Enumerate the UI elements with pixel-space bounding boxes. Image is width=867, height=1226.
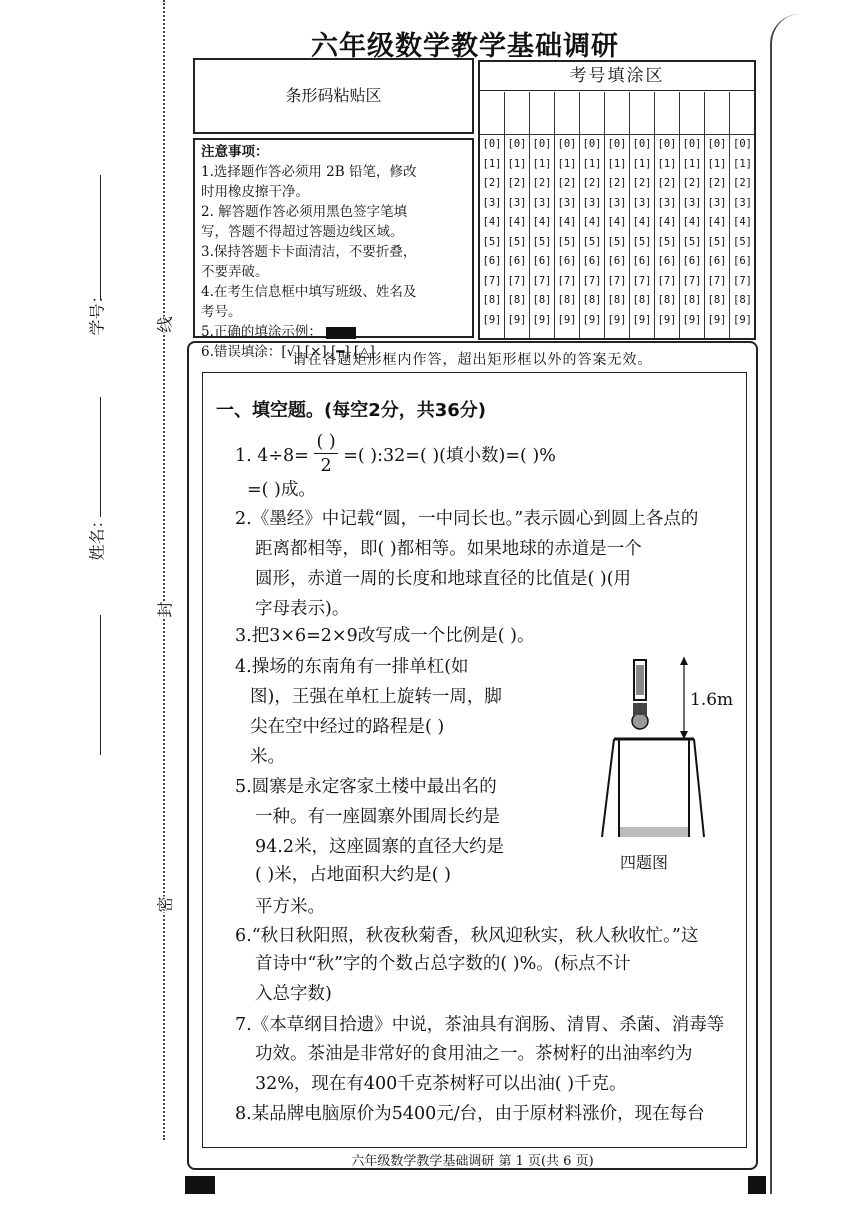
exam-id-bubble[interactable]: [1] bbox=[607, 157, 627, 170]
exam-id-bubble[interactable]: [2] bbox=[557, 177, 577, 189]
exam-id-bubble[interactable]: [0] bbox=[557, 138, 577, 150]
question-5-line: 94.2米，这座圆寨的直径大约是 bbox=[255, 837, 504, 857]
exam-id-write-cell[interactable] bbox=[605, 92, 629, 135]
exam-id-bubble[interactable]: [2] bbox=[733, 177, 752, 189]
exam-id-bubble[interactable]: [1] bbox=[707, 157, 727, 170]
q1-rest: =( ):32=( )(填小数)=( )% bbox=[343, 446, 556, 466]
barcode-area bbox=[193, 58, 474, 134]
exam-id-bubble[interactable]: [5] bbox=[607, 235, 627, 248]
question-3: 3.把3×6=2×9改写成一个比例是( )。 bbox=[235, 626, 535, 646]
exam-id-bubble[interactable]: [2] bbox=[582, 177, 602, 189]
notes-line: 写，答题不得超过答题边线区域。 bbox=[201, 224, 404, 240]
exam-id-bubble[interactable]: [4] bbox=[557, 216, 577, 228]
question-7-line: 功效。茶油是非常好的食用油之一。茶树籽的出油率约为 bbox=[255, 1044, 693, 1064]
section-heading: 一、填空题。(每空2分，共36分) bbox=[216, 400, 487, 421]
exam-id-grid bbox=[478, 60, 756, 340]
notes-box bbox=[193, 138, 474, 360]
exam-id-column bbox=[680, 92, 705, 340]
exam-id-bubble[interactable]: [2] bbox=[657, 177, 677, 189]
exam-id-bubble[interactable]: [3] bbox=[657, 196, 677, 209]
question-4: 4.操场的东南角有一排单杠(如 bbox=[235, 657, 469, 677]
exam-id-bubble[interactable]: [9] bbox=[682, 313, 702, 326]
exam-id-bubble[interactable]: [8] bbox=[733, 294, 752, 306]
exam-id-bubble[interactable]: [8] bbox=[632, 294, 652, 306]
exam-id-bubble[interactable]: [6] bbox=[557, 255, 577, 267]
exam-id-bubble[interactable]: [8] bbox=[607, 294, 627, 306]
question-1 bbox=[235, 433, 556, 480]
question-2-line: 距离都相等，即( )都相等。如果地球的赤道是一个 bbox=[255, 539, 642, 559]
exam-id-bubble[interactable]: [5] bbox=[632, 235, 652, 248]
exam-id-bubble[interactable]: [3] bbox=[582, 196, 602, 209]
exam-id-bubble[interactable]: [5] bbox=[507, 235, 527, 248]
barcode-label: 条形码粘贴区 bbox=[285, 86, 382, 105]
registration-mark-right bbox=[748, 1176, 766, 1194]
exam-id-bubble[interactable]: [3] bbox=[632, 196, 652, 209]
exam-id-bubble[interactable]: [4] bbox=[682, 216, 702, 228]
exam-id-bubble[interactable]: [7] bbox=[607, 274, 627, 287]
exam-id-write-cell[interactable] bbox=[705, 92, 729, 135]
exam-id-bubble[interactable]: [7] bbox=[532, 274, 552, 287]
notes-line: 不要弄破。 bbox=[201, 264, 269, 280]
question-6: 6.“秋日秋阳照，秋夜秋菊香，秋风迎秋实，秋人秋收忙。”这 bbox=[235, 926, 699, 946]
exam-id-write-cell[interactable] bbox=[630, 92, 654, 135]
exam-id-bubble[interactable]: [3] bbox=[733, 196, 752, 209]
exam-id-bubble[interactable]: [4] bbox=[532, 216, 552, 228]
notes-line: 3.保持答题卡卡面清洁，不要折叠， bbox=[201, 244, 417, 260]
exam-id-bubble[interactable]: [2] bbox=[507, 177, 527, 189]
q1-numerator: ( ) bbox=[316, 432, 336, 452]
exam-id-bubble[interactable]: [8] bbox=[707, 294, 727, 306]
side-label-feng: 封 bbox=[153, 601, 176, 617]
q1-denominator: 2 bbox=[320, 456, 332, 476]
exam-id-bubble[interactable]: [2] bbox=[482, 177, 502, 189]
exam-id-bubble[interactable]: [0] bbox=[532, 138, 552, 150]
exam-id-bubble[interactable]: [9] bbox=[657, 313, 677, 326]
exam-id-bubble[interactable]: [1] bbox=[632, 157, 652, 170]
horizontal-bar-figure bbox=[592, 655, 732, 845]
notes-heading: 注意事项： bbox=[201, 144, 269, 160]
question-5-line: ( )米，占地面积大约是( ) bbox=[255, 865, 451, 885]
answer-instruction: 请在各题矩形框内作答，超出矩形框以外的答案无效。 bbox=[292, 352, 653, 368]
exam-id-bubble[interactable]: [7] bbox=[582, 274, 602, 287]
question-7-line: 32%，现在有400千克茶树籽可以出油( )千克。 bbox=[255, 1074, 627, 1094]
xingming-underline bbox=[100, 397, 101, 517]
exam-id-column bbox=[555, 92, 580, 340]
exam-id-bubble[interactable]: [3] bbox=[482, 196, 502, 209]
notes-line: 2. 解答题作答必须用黑色签字笔填 bbox=[201, 204, 408, 220]
exam-id-bubble[interactable]: [4] bbox=[507, 216, 527, 228]
exam-id-bubble[interactable]: [0] bbox=[682, 138, 702, 150]
question-2: 2.《墨经》中记载“圆，一中同长也。”表示圆心到圆上各点的 bbox=[235, 509, 699, 529]
question-5-line: 一种。有一座圆寨外围周长约是 bbox=[255, 807, 500, 827]
question-2-line: 圆形，赤道一周的长度和地球直径的比值是( )(用 bbox=[255, 569, 632, 589]
exam-id-bubble[interactable]: [5] bbox=[682, 235, 702, 248]
question-4-line: 尖在空中经过的路程是( ) bbox=[250, 717, 445, 737]
exam-id-write-cell[interactable] bbox=[680, 92, 704, 135]
exam-id-bubble[interactable]: [5] bbox=[582, 235, 602, 248]
exam-id-bubble[interactable]: [8] bbox=[507, 294, 527, 306]
exam-id-write-cell[interactable] bbox=[730, 92, 755, 135]
q1-fraction bbox=[314, 431, 337, 478]
question-1-cont: =( )成。 bbox=[247, 480, 316, 500]
exam-id-bubble[interactable]: [5] bbox=[532, 235, 552, 248]
extra-underline bbox=[100, 615, 101, 755]
exam-id-write-cell[interactable] bbox=[555, 92, 579, 135]
exam-id-bubble[interactable]: [1] bbox=[657, 157, 677, 170]
notes-line: 时用橡皮擦干净。 bbox=[201, 184, 309, 200]
exam-id-bubble[interactable]: [3] bbox=[557, 196, 577, 209]
exam-id-bubble[interactable]: [8] bbox=[482, 294, 502, 306]
exam-id-bubble[interactable]: [0] bbox=[582, 138, 602, 150]
exam-id-bubble[interactable]: [7] bbox=[632, 274, 652, 287]
exam-id-bubble[interactable]: [6] bbox=[532, 255, 552, 267]
notes-line bbox=[201, 322, 466, 342]
notes-line: 考号。 bbox=[201, 304, 242, 320]
correct-fill-example bbox=[326, 327, 356, 339]
exam-id-bubble[interactable]: [1] bbox=[482, 157, 502, 170]
exam-id-bubble[interactable]: [0] bbox=[733, 138, 752, 150]
exam-id-bubble[interactable]: [3] bbox=[607, 196, 627, 209]
question-7: 7.《本草纲目拾遗》中说，茶油具有润肠、清胃、杀菌、消毒等 bbox=[235, 1015, 725, 1035]
exam-id-bubble[interactable]: [0] bbox=[657, 138, 677, 150]
exam-id-bubble[interactable]: [8] bbox=[557, 294, 577, 306]
exam-id-bubble[interactable]: [6] bbox=[582, 255, 602, 267]
exam-id-bubble[interactable]: [2] bbox=[607, 177, 627, 189]
exam-id-column bbox=[580, 92, 605, 340]
exam-id-bubble[interactable]: [3] bbox=[707, 196, 727, 209]
exam-id-bubble[interactable]: [9] bbox=[557, 313, 577, 326]
exam-id-column bbox=[605, 92, 630, 340]
question-4-line: 图)，王强在单杠上旋转一周，脚 bbox=[250, 687, 502, 707]
page-footer: 六年级数学教学基础调研 第 1 页(共 6 页) bbox=[351, 1154, 594, 1169]
exam-id-bubble[interactable]: [7] bbox=[482, 274, 502, 287]
binding-arc bbox=[770, 14, 802, 1194]
exam-id-bubble[interactable]: [8] bbox=[532, 294, 552, 306]
exam-id-bubble[interactable]: [1] bbox=[507, 157, 527, 170]
question-4-line: 米。 bbox=[250, 747, 285, 767]
exam-id-write-cell[interactable] bbox=[580, 92, 604, 135]
exam-id-bubble[interactable]: [4] bbox=[482, 216, 502, 228]
exam-id-bubble[interactable]: [5] bbox=[482, 235, 502, 248]
exam-id-write-cell[interactable] bbox=[505, 92, 529, 135]
exam-id-bubble[interactable]: [9] bbox=[707, 313, 727, 326]
exam-id-column bbox=[480, 92, 505, 340]
exam-id-bubble[interactable]: [4] bbox=[657, 216, 677, 228]
exam-id-bubble[interactable]: [9] bbox=[607, 313, 627, 326]
exam-id-bubble[interactable]: [7] bbox=[507, 274, 527, 287]
side-label-xuehao: 学号： bbox=[87, 287, 107, 336]
exam-id-bubble[interactable]: [6] bbox=[657, 255, 677, 267]
exam-id-bubble[interactable]: [0] bbox=[707, 138, 727, 150]
exam-id-bubble[interactable]: [7] bbox=[707, 274, 727, 287]
exam-id-bubble[interactable]: [6] bbox=[682, 255, 702, 267]
exam-id-write-cell[interactable] bbox=[655, 92, 679, 135]
exam-id-bubble[interactable]: [3] bbox=[507, 196, 527, 209]
exam-id-bubble[interactable]: [1] bbox=[682, 157, 702, 170]
exam-id-bubble[interactable]: [3] bbox=[682, 196, 702, 209]
exam-id-bubble[interactable]: [9] bbox=[507, 313, 527, 326]
exam-id-bubble[interactable]: [0] bbox=[632, 138, 652, 150]
exam-id-bubble[interactable]: [9] bbox=[632, 313, 652, 326]
binding-dotted-line bbox=[163, 0, 165, 1140]
exam-id-write-cell[interactable] bbox=[480, 92, 504, 135]
exam-id-bubble[interactable]: [8] bbox=[682, 294, 702, 306]
notes-line: 1.选择题作答必须用 2B 铅笔，修改 bbox=[201, 164, 417, 180]
exam-id-column bbox=[730, 92, 755, 340]
exam-id-bubble[interactable]: [6] bbox=[507, 255, 527, 267]
exam-id-bubble[interactable]: [4] bbox=[733, 216, 752, 228]
question-2-line: 字母表示)。 bbox=[255, 599, 350, 619]
exam-id-bubble[interactable]: [4] bbox=[707, 216, 727, 228]
xuehao-underline bbox=[100, 175, 101, 300]
exam-id-column bbox=[705, 92, 730, 340]
exam-id-write-cell[interactable] bbox=[530, 92, 554, 135]
exam-id-bubble[interactable]: [4] bbox=[632, 216, 652, 228]
exam-id-bubble[interactable]: [4] bbox=[607, 216, 627, 228]
exam-id-bubble[interactable]: [7] bbox=[657, 274, 677, 287]
exam-id-bubble[interactable]: [1] bbox=[532, 157, 552, 170]
exam-id-bubble[interactable]: [5] bbox=[657, 235, 677, 248]
exam-id-bubble[interactable]: [5] bbox=[733, 235, 752, 248]
exam-id-bubble[interactable]: [9] bbox=[582, 313, 602, 326]
exam-id-bubble[interactable]: [6] bbox=[482, 255, 502, 267]
exam-id-bubble[interactable]: [2] bbox=[632, 177, 652, 189]
exam-id-bubble[interactable]: [1] bbox=[582, 157, 602, 170]
page-title: 六年级数学教学基础调研 bbox=[311, 31, 619, 62]
exam-id-bubble[interactable]: [6] bbox=[707, 255, 727, 267]
side-label-xian: 线 bbox=[153, 316, 176, 332]
exam-id-bubble[interactable]: [2] bbox=[707, 177, 727, 189]
exam-id-bubble[interactable]: [1] bbox=[557, 157, 577, 170]
exam-id-bubble[interactable]: [7] bbox=[557, 274, 577, 287]
exam-id-bubble[interactable]: [9] bbox=[532, 313, 552, 326]
exam-id-bubble[interactable]: [0] bbox=[507, 138, 527, 150]
exam-id-column bbox=[655, 92, 680, 340]
exam-id-bubble[interactable]: [2] bbox=[682, 177, 702, 189]
notes-line: 4.在考生信息框中填写班级、姓名及 bbox=[201, 284, 417, 300]
exam-id-bubble[interactable]: [0] bbox=[607, 138, 627, 150]
exam-id-bubble[interactable]: [1] bbox=[733, 157, 752, 170]
exam-id-title: 考号填涂区 bbox=[480, 62, 754, 91]
exam-id-bubble[interactable]: [7] bbox=[682, 274, 702, 287]
exam-id-bubble[interactable]: [5] bbox=[557, 235, 577, 248]
exam-id-bubble[interactable]: [2] bbox=[532, 177, 552, 189]
exam-id-bubble[interactable]: [9] bbox=[733, 313, 752, 326]
figure-height-label: 1.6m bbox=[690, 690, 734, 710]
notes-line: 6.错误填涂：[√] [×] [━] [△] bbox=[201, 344, 375, 360]
side-label-xianming: 姓名： bbox=[87, 512, 107, 561]
exam-id-bubble[interactable]: [6] bbox=[733, 255, 752, 267]
q1-prefix: 1. 4÷8= bbox=[235, 446, 309, 466]
exam-id-bubble[interactable]: [5] bbox=[707, 235, 727, 248]
question-6-line: 入总字数) bbox=[255, 984, 332, 1004]
exam-id-bubble[interactable]: [6] bbox=[632, 255, 652, 267]
side-label-mi: 密 bbox=[153, 896, 176, 912]
question-5: 5.圆寨是永定客家土楼中最出名的 bbox=[235, 777, 497, 797]
question-6-line: 首诗中“秋”字的个数占总字数的( )%。(标点不计 bbox=[255, 954, 631, 974]
exam-id-column bbox=[630, 92, 655, 340]
registration-mark-left bbox=[185, 1176, 215, 1194]
exam-id-bubble[interactable]: [7] bbox=[733, 274, 752, 287]
figure-caption: 四题图 bbox=[620, 853, 669, 872]
correct-fill-label: 5.正确的填涂示例： bbox=[201, 324, 322, 340]
exam-id-bubble[interactable]: [0] bbox=[482, 138, 502, 150]
exam-id-bubble[interactable]: [9] bbox=[482, 313, 502, 326]
exam-id-bubble[interactable]: [6] bbox=[607, 255, 627, 267]
question-5-line: 平方米。 bbox=[255, 897, 325, 917]
exam-id-bubble[interactable]: [8] bbox=[657, 294, 677, 306]
question-8: 8.某品牌电脑原价为5400元/台，由于原材料涨价，现在每台 bbox=[235, 1104, 705, 1124]
exam-id-column bbox=[505, 92, 530, 340]
exam-id-bubble[interactable]: [3] bbox=[532, 196, 552, 209]
exam-id-column bbox=[530, 92, 555, 340]
exam-id-bubble[interactable]: [4] bbox=[582, 216, 602, 228]
exam-id-bubble[interactable]: [8] bbox=[582, 294, 602, 306]
